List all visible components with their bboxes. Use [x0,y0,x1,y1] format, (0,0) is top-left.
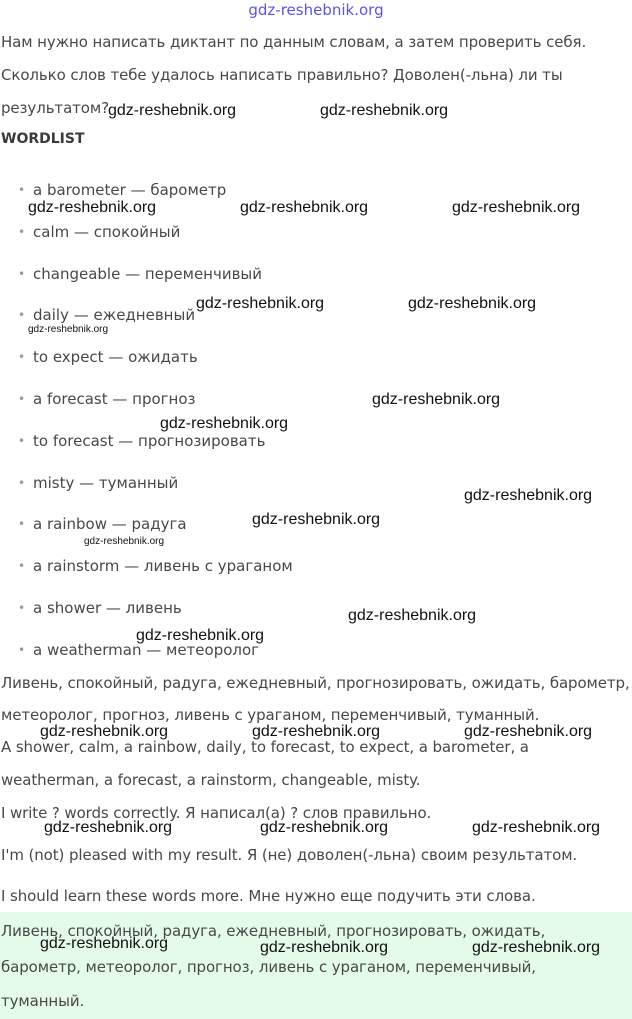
bullet-icon: • [18,308,26,322]
watermark: gdz-reshebnik.org [464,723,593,740]
watermark: gdz-reshebnik.org [472,939,601,956]
list-item [18,390,196,408]
watermark: gdz-reshebnik.org [408,295,537,312]
list-item [18,265,262,283]
list-item [18,181,226,199]
wordlist-heading: WORDLIST [1,131,85,147]
list-item-text: to expect — ожидать [33,348,198,366]
watermark: gdz-reshebnik.org [108,102,237,119]
site-header-link[interactable]: gdz-reshebnik.org [248,1,384,19]
watermark: gdz-reshebnik.org [28,199,157,216]
bullet-icon: • [18,476,26,490]
bullet-icon: • [18,601,26,615]
list-item-text: calm — спокойный [33,223,181,241]
list-item-text: a rainstorm — ливень с ураганом [33,557,293,575]
watermark: gdz-reshebnik.org [252,511,381,528]
watermark: gdz-reshebnik.org [44,819,173,836]
watermark: gdz-reshebnik.org [320,102,449,119]
list-item [18,557,293,575]
answer-line-3: туманный. [1,992,85,1010]
task-line-3: результатом? [1,99,109,117]
watermark: gdz-reshebnik.org [252,723,381,740]
list-item [18,348,198,366]
bullet-icon: • [18,392,26,406]
list-item [18,432,265,450]
bullet-icon: • [18,559,26,573]
answer-line-1: Ливень, спокойный, радуга, ежедневный, прогнозировать, ожидать, [1,922,546,940]
dictation-ru-line-2: метеоролог, прогноз, ливень с ураганом, переменчивый, туманный. [1,706,540,724]
dictation-en-line-2: weatherman, a forecast, a rainstorm, changeable, misty. [1,771,421,789]
watermark: gdz-reshebnik.org [28,324,109,335]
task-line-1: Нам нужно написать диктант по данным словам, а затем проверить себя. [1,33,587,51]
watermark: gdz-reshebnik.org [40,723,169,740]
list-item [18,306,195,324]
list-item-text: daily — ежедневный [33,306,196,324]
task-line-2: Сколько слов тебе удалось написать правильно? Доволен(-льна) ли ты [1,66,563,84]
watermark: gdz-reshebnik.org [84,536,165,547]
bullet-icon: • [18,434,26,448]
self-check-line-3: I should learn these words more. Мне нужно еще подучить эти слова. [1,887,536,905]
watermark: gdz-reshebnik.org [260,939,389,956]
watermark: gdz-reshebnik.org [452,199,581,216]
dictation-en-line-1: A shower, calm, a rainbow, daily, to forecast, to expect, a barometer, a [1,738,529,756]
watermark: gdz-reshebnik.org [136,627,265,644]
list-item-text: changeable — переменчивый [33,265,263,283]
watermark: gdz-reshebnik.org [40,935,169,952]
bullet-icon: • [18,350,26,364]
list-item-text: misty — туманный [33,474,179,492]
list-item [18,474,178,492]
bullet-icon: • [18,267,26,281]
list-item-text: a weatherman — метеоролог [33,641,260,659]
watermark: gdz-reshebnik.org [196,295,325,312]
list-item [18,223,180,241]
list-item-text: a forecast — прогноз [33,390,196,408]
watermark: gdz-reshebnik.org [464,487,593,504]
list-item [18,599,182,617]
watermark: gdz-reshebnik.org [372,391,501,408]
watermark: gdz-reshebnik.org [160,415,289,432]
bullet-icon: • [18,183,26,197]
self-check-line-2: I'm (not) pleased with my result. Я (не) доволен(-льна) своим результатом. [1,846,578,864]
watermark: gdz-reshebnik.org [348,607,477,624]
dictation-ru-line-1: Ливень, спокойный, радуга, ежедневный, прогнозировать, ожидать, барометр, [1,674,630,692]
watermark: gdz-reshebnik.org [240,199,369,216]
self-check-line-1: I write ? words correctly. Я написал(а) ? слов правильно. [1,804,432,822]
list-item-text: a barometer — барометр [33,181,227,199]
list-item-text: a rainbow — радуга [33,515,187,533]
bullet-icon: • [18,225,26,239]
watermark: gdz-reshebnik.org [260,819,389,836]
watermark: gdz-reshebnik.org [472,819,601,836]
list-item-text: to forecast — прогнозировать [33,432,266,450]
bullet-icon: • [18,643,26,657]
bullet-icon: • [18,517,26,531]
list-item [18,515,187,533]
answer-line-2: барометр, метеоролог, прогноз, ливень с ураганом, переменчивый, [1,958,536,976]
list-item-text: a shower — ливень [33,599,182,617]
